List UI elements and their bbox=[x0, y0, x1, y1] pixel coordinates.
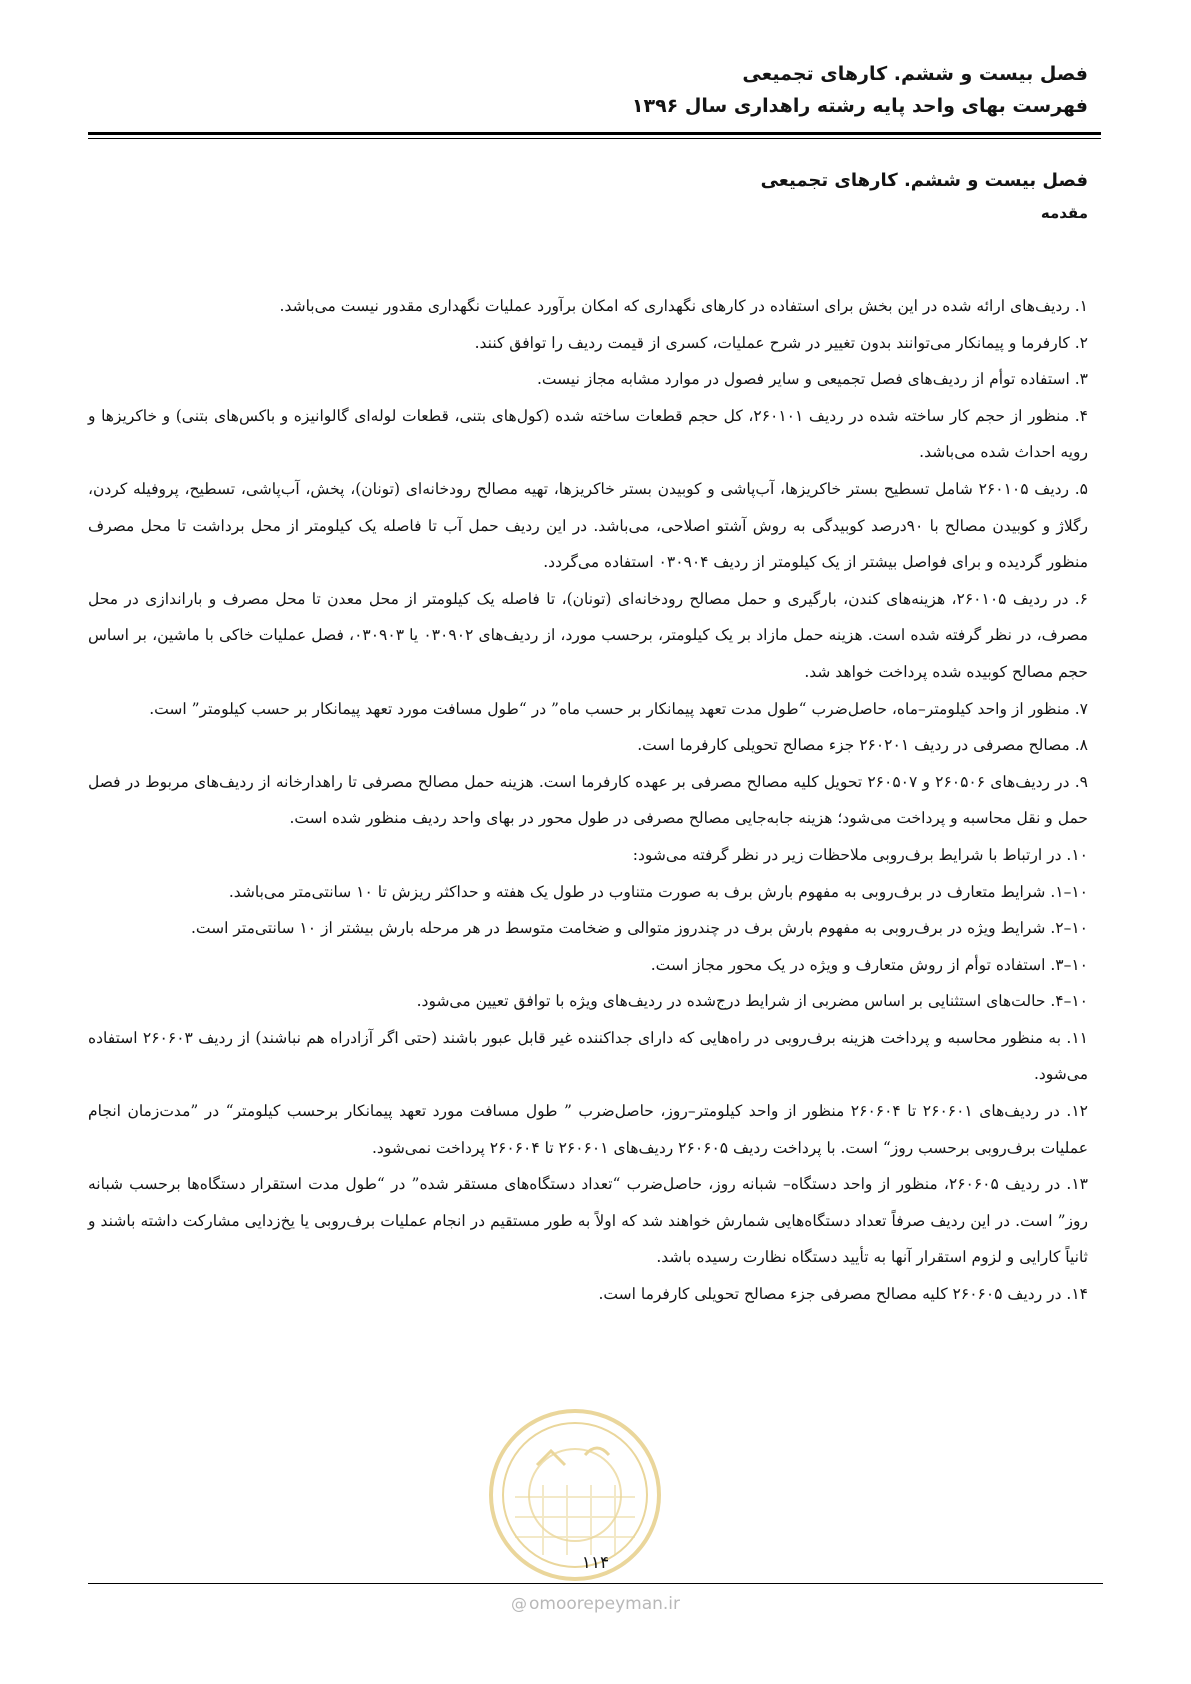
paragraph-10-1: ۱۰–۱. شرایط متعارف در برف‌روبی به مفهوم بارش برف به صورت متناوب در طول یک هفته و حداکثر ریزش تا ۱۰ سانتی‌متر می‌باشد. bbox=[228, 882, 1088, 901]
paragraph-13: ۱۳. در ردیف ۲۶۰۶۰۵، منظور از واحد دستگاه– شبانه روز، حاصل‌ضرب “تعداد دستگاه‌های مستقر شده” در “طول مدت استقرار دستگاه‌ها برحسب شبانه روز” است. در این ردیف صرفاً تعداد دستگاه‌هایی شمارش خواهند شد که اولاً به طور مستقیم در انجام عملیات برف‌روبی یا یخ‌زدایی مشارکت داشته باشند و ثانیاً کارایی و لزوم استقرار آنها به تأیید دستگاه نظارت رسیده باشد. bbox=[88, 1175, 1089, 1267]
paragraph-8: ۸. مصالح مصرفی در ردیف ۲۶۰۲۰۱ جزء مصالح تحویلی کارفرما است. bbox=[637, 736, 1088, 755]
paragraph-12: ۱۲. در ردیف‌های ۲۶۰۶۰۱ تا ۲۶۰۶۰۴ منظور از واحد کیلومتر–روز، حاصل‌ضرب ” طول مسافت مورد تعهد پیمانکار برحسب کیلومتر“ در ”مدت‌زمان انجام عملیات برف‌روبی برحسب روز“ است. با پرداخت ردیف ۲۶۰۶۰۵ ردیف‌های ۲۶۰۶۰۱ تا ۲۶۰۶۰۴ پرداخت نمی‌شود. bbox=[88, 1102, 1088, 1157]
section-title: فصل بیست و ششم. کارهای تجمیعی bbox=[760, 170, 1088, 191]
paragraph-10-2: ۱۰–۲. شرایط ویژه در برف‌روبی به مفهوم بارش برف در چندروز متوالی و ضخامت متوسط در هر مرحله بارش بیشتر از ۱۰ سانتی‌متر است. bbox=[190, 919, 1088, 938]
paragraph-14: ۱۴. در ردیف ۲۶۰۶۰۵ کلیه مصالح مصرفی جزء مصالح تحویلی کارفرما است. bbox=[598, 1285, 1088, 1304]
paragraph-10: ۱۰. در ارتباط با شرایط برف‌روبی ملاحظات زیر در نظر گرفته می‌شود: bbox=[632, 845, 1088, 864]
footer-website[interactable] bbox=[0, 1594, 1191, 1614]
footer-website-text: omoorepeyman.ir bbox=[528, 1594, 681, 1614]
header-chapter-title: فصل بیست و ششم. کارهای تجمیعی bbox=[742, 63, 1088, 85]
paragraph-9: ۹. در ردیف‌های ۲۶۰۵۰۶ و ۲۶۰۵۰۷ تحویل کلیه مصالح مصرفی بر عهده کارفرما است. هزینه حمل مصالح مصرفی تا راهدارخانه از ردیف‌های مربوط در فصل حمل و نقل محاسبه و پرداخت می‌شود؛ هزینه جابه‌جایی مصالح مصرفی در طول محور در بهای واحد ردیف منظور شده است. bbox=[88, 772, 1088, 828]
at-sign-icon: @ bbox=[510, 1594, 527, 1613]
header-divider-thick bbox=[88, 132, 1101, 135]
paragraph-4: ۴. منظور از حجم کار ساخته شده در ردیف ۲۶۰۱۰۱، کل حجم قطعات ساخته شده (کول‌های بتنی، قطعات لوله‌ای گالوانیزه و باکس‌های بتنی) و خاکریزها و رویه احداث شده می‌باشد. bbox=[88, 406, 1088, 462]
paragraph-10-3: ۱۰–۳. استفاده توأم از روش متعارف و ویژه در یک محور مجاز است. bbox=[650, 955, 1088, 974]
paragraph-11: ۱۱. به منظور محاسبه و پرداخت هزینه برف‌روبی در راه‌هایی که دارای جداکننده غیر قابل عبور باشند (حتی اگر آزادراه هم نباشند) از ردیف ۲۶۰۶۰۳ استفاده می‌شود. bbox=[88, 1028, 1088, 1084]
paragraph-10-4: ۱۰–۴. حالت‌های استثنایی بر اساس مضربی از شرایط درج‌شده در ردیف‌های ویژه با توافق تعیین می‌شود. bbox=[416, 992, 1088, 1011]
paragraph-5: ۵. ردیف ۲۶۰۱۰۵ شامل تسطیح بستر خاکریزها، آب‌پاشی و کوبیدن بستر خاکریزها، تهیه مصالح رودخانه‌ای (تونان)، پخش، آب‌پاشی، تسطیح، پروفیله کردن، رگلاژ و کوبیدن مصالح با ۹۰درصد کوبیدگی به روش آشتو اصلاحی، می‌باشد. در این ردیف حمل آب تا فاصله یک کیلومتر از محل برداشت تا محل مصرف منظور گردیده و برای فواصل بیشتر از یک کیلومتر از ردیف ۰۳۰۹۰۴ استفاده می‌گردد. bbox=[88, 479, 1088, 572]
body-text bbox=[88, 288, 1088, 1313]
header-document-title: فهرست بهای واحد پایه رشته راهداری سال ۱۳۹۶ bbox=[631, 95, 1088, 117]
paragraph-1: ۱. ردیف‌های ارائه شده در این بخش برای استفاده در کارهای نگهداری که امکان برآورد عملیات نگهداری مقدور نیست می‌باشد. bbox=[279, 297, 1088, 315]
page-number: ۱۱۴ bbox=[581, 1553, 610, 1573]
paragraph-7: ۷. منظور از واحد کیلومتر–ماه، حاصل‌ضرب “طول مدت تعهد پیمانکار بر حسب ماه” در “طول مسافت مورد تعهد پیمانکار بر حسب کیلومتر” است. bbox=[149, 699, 1088, 718]
paragraph-3: ۳. استفاده توأم از ردیف‌های فصل تجمیعی و سایر فصول در موارد مشابه مجاز نیست. bbox=[536, 370, 1088, 389]
paragraph-2: ۲. کارفرما و پیمانکار می‌توانند بدون تغییر در شرح عملیات، کسری از قیمت ردیف را توافق کنند. bbox=[474, 333, 1088, 352]
section-subtitle: مقدمه bbox=[1040, 204, 1088, 222]
footer-divider bbox=[88, 1583, 1103, 1584]
header-divider-thin bbox=[88, 138, 1101, 139]
page-header bbox=[103, 58, 1088, 122]
paragraph-6: ۶. در ردیف ۲۶۰۱۰۵، هزینه‌های کندن، بارگیری و حمل مصالح رودخانه‌ای (تونان)، تا فاصله یک کیلومتر از محل معدن تا محل مصرف و باراندازی در محل مصرف، در نظر گرفته شده است. هزینه حمل مازاد بر یک کیلومتر، برحسب مورد، از ردیف‌های ۰۳۰۹۰۲ یا ۰۳۰۹۰۳، فصل عملیات خاکی با ماشین، بر اساس حجم مصالح کوبیده شده پرداخت خواهد شد. bbox=[88, 589, 1089, 681]
